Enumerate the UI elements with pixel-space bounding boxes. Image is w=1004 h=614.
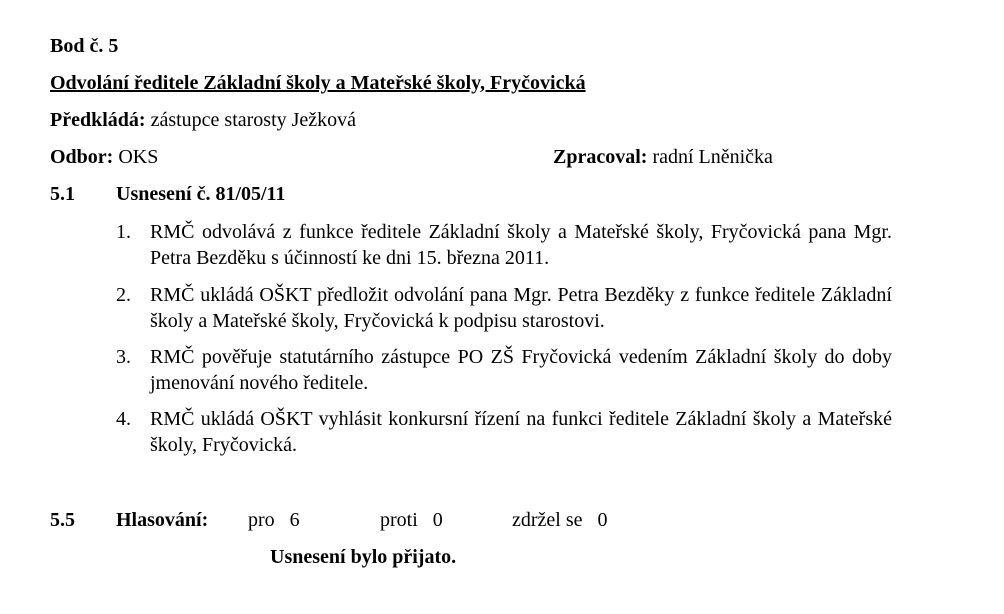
- voting-against-label: proti: [380, 509, 418, 531]
- resolution-item-number: 1.: [116, 221, 131, 243]
- voting-for-label: pro: [248, 509, 275, 531]
- item-heading: Bod č. 5: [50, 35, 119, 57]
- resolution-item-text: RMČ ukládá OŠKT vyhlásit konkursní řízení na funkci ředitele Základní školy a Mateřské školy, Fryčovická.: [150, 408, 892, 456]
- voting-for-count: 6: [289, 509, 300, 531]
- voting-abstain-label: zdržel se: [512, 509, 583, 531]
- resolution-title: Usnesení č. 81/05/11: [116, 183, 286, 205]
- voting-result: Usnesení bylo přijato.: [270, 546, 457, 568]
- item-title: Odvolání ředitele Základní školy a Mateřské školy, Fryčovická: [50, 72, 586, 94]
- processed-by-row: [553, 145, 773, 169]
- voting-abstain: [512, 508, 608, 532]
- resolution-item-text: RMČ pověřuje statutárního zástupce PO ZŠ Fryčovická vedením Základní školy do doby jmenování nového ředitele.: [150, 346, 892, 394]
- voting-for: [248, 508, 300, 532]
- processed-by-value: radní Lněnička: [652, 146, 773, 168]
- department-label: Odbor:: [50, 146, 114, 168]
- voting-label: Hlasování:: [116, 509, 209, 531]
- processed-by-label: Zpracoval:: [553, 146, 648, 168]
- resolution-item-number: 2.: [116, 284, 131, 306]
- voting-abstain-count: 0: [597, 509, 608, 531]
- submitter-label: Předkládá:: [50, 109, 146, 131]
- resolution-item-text: RMČ odvolává z funkce ředitele Základní školy a Mateřské školy, Fryčovická pana Mgr. Petra Bezděku s účinností ke dni 15. března 2011.: [150, 221, 892, 269]
- resolution-item-number: 3.: [116, 346, 131, 368]
- submitter-value: zástupce starosty Ježková: [150, 109, 357, 131]
- department-value: OKS: [118, 146, 159, 168]
- resolution-item-text: RMČ ukládá OŠKT předložit odvolání pana Mgr. Petra Bezděky z funkce ředitele Základní školy a Mateřské školy, Fryčovická k podpisu starostovi.: [150, 284, 892, 332]
- resolution-section-number: 5.1: [50, 183, 75, 205]
- submitter-row: [50, 108, 356, 132]
- department-row: [50, 145, 158, 169]
- voting-against: [380, 508, 443, 532]
- voting-section-number: 5.5: [50, 509, 75, 531]
- resolution-item-number: 4.: [116, 408, 131, 430]
- voting-against-count: 0: [432, 509, 443, 531]
